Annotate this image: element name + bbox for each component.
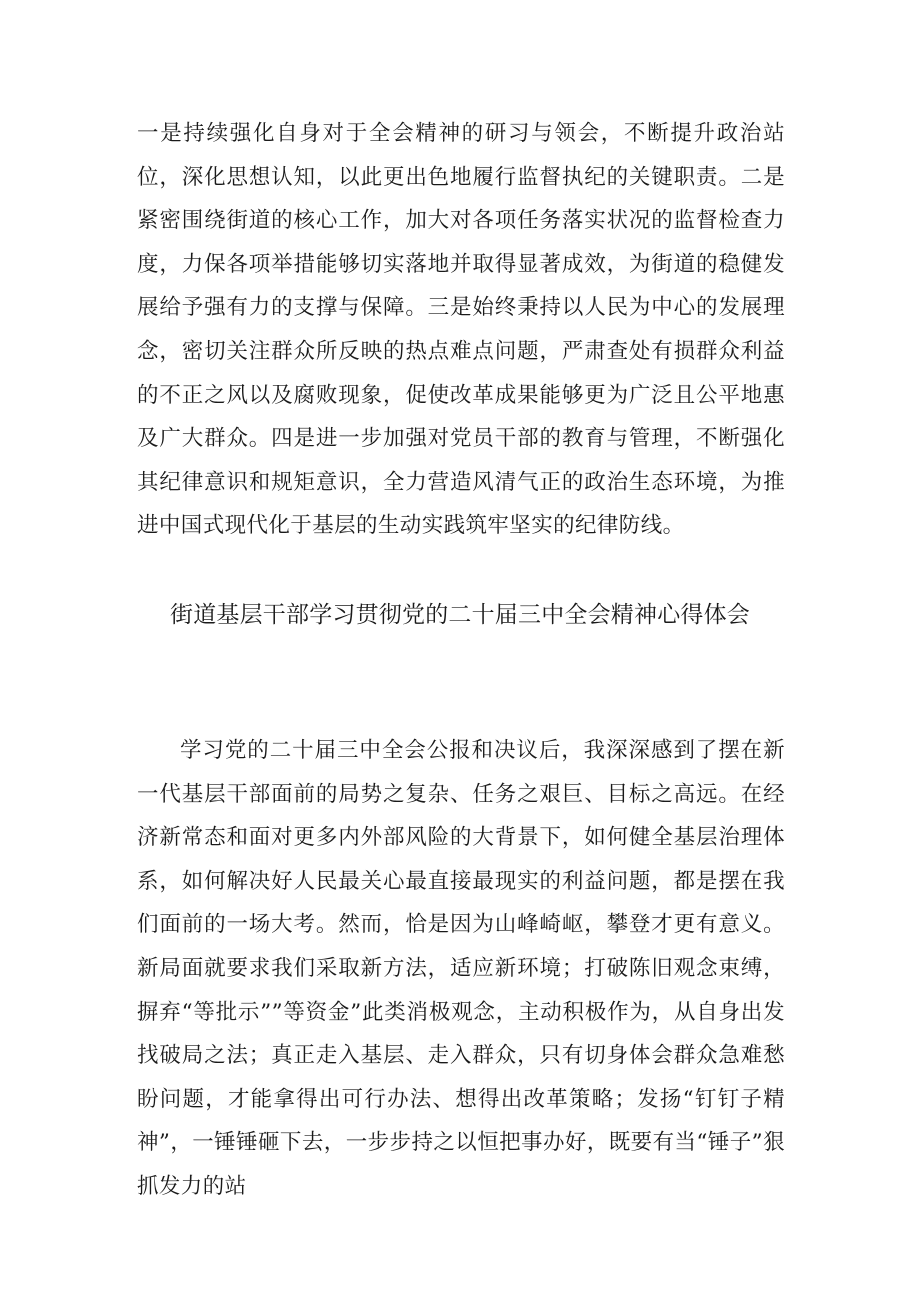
body-paragraph-1: 一是持续强化自身对于全会精神的研习与领会，不断提升政治站位，深化思想认知，以此更出色地履行监督执纪的关键职责。二是紧密围绕街道的核心工作，加大对各项任务落实状况的监督检查力度，力保各项举措能够切实落地并取得显著成效，为街道的稳健发展给予强有力的支撑与保障。三是始终秉持以人民为中心的发展理念，密切关注群众所反映的热点难点问题，严肃查处有损群众利益的不正之风以及腐败现象，促使改革成果能够更为广泛且公平地惠及广大群众。四是进一步加强对党员干部的教育与管理，不断强化其纪律意识和规矩意识，全力营造风清气正的政治生态环境，为推进中国式现代化于基层的生动实践筑牢坚实的纪律防线。 — [137, 121, 785, 539]
body-paragraph-2: 学习党的二十届三中全会公报和决议后，我深深感到了摆在新一代基层干部面前的局势之复杂、任务之艰巨、目标之高远。在经济新常态和面对更多内外部风险的大背景下，如何健全基层治理体系，如何解决好人民最关心最直接最现实的利益问题，都是摆在我们面前的一场大考。然而，恰是因为山峰崎岖，攀登才更有意义。新局面就要求我们采取新方法，适应新环境；打破陈旧观念束缚，摒弃“等批示””等资金”此类消极观念，主动积极作为，从自身出发找破局之法；真正走入基层、走入群众，只有切身体会群众急难愁盼问题，才能拿得出可行办法、想得出改革策略；发扬“钉钉子精神”，一锤锤砸下去，一步步持之以恒把事办好，既要有当“锤子”狠抓发力的站 — [137, 738, 785, 1199]
section-title: 街道基层干部学习贯彻党的二十届三中全会精神心得体会 — [170, 602, 750, 628]
